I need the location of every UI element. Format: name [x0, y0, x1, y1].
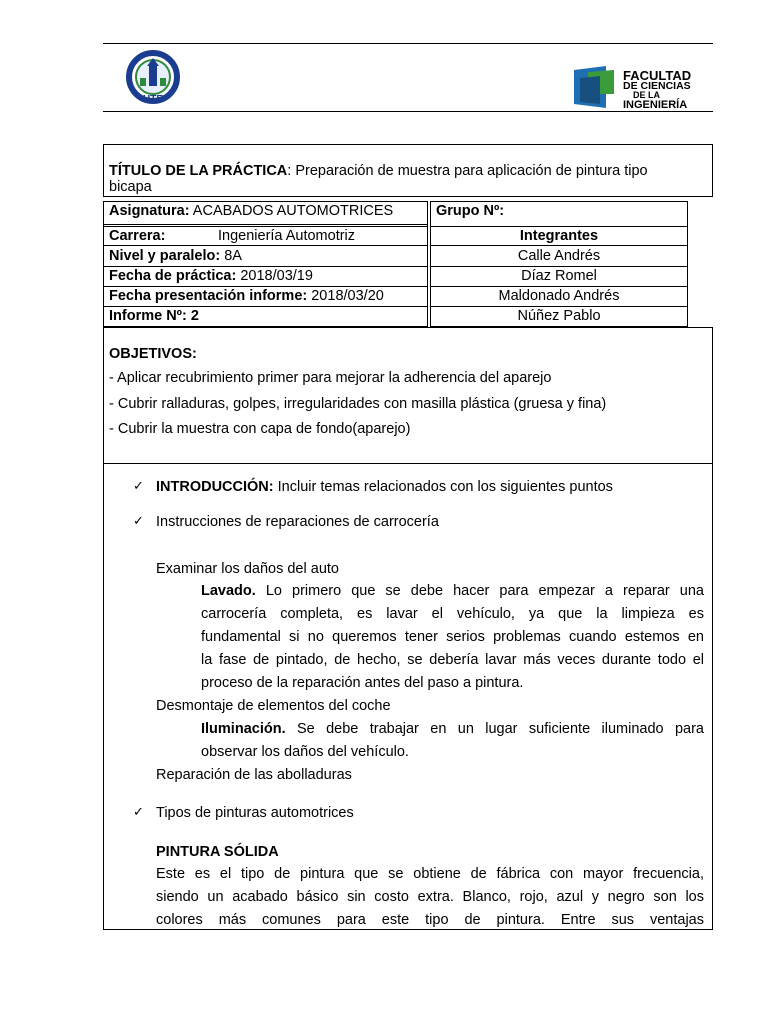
carrera-label: Carrera: [109, 228, 166, 244]
lavado-line-5: proceso de la reparación antes del paso a pintura. [201, 675, 524, 691]
objetivo-1: - Aplicar recubrimiento primer para mejorar la adherencia del aparejo [109, 370, 552, 386]
carrera-value: Ingeniería Automotriz [218, 228, 356, 244]
ute-logo [118, 50, 188, 110]
fecha-practica-row [109, 267, 313, 285]
nivel-value: 8A [220, 248, 242, 264]
pintura-line-3: colores más comunes para este tipo de pintura. Entre sus ventajas [156, 912, 704, 928]
bullet-instrucciones: Instrucciones de reparaciones de carrocería [156, 514, 439, 530]
lavado-line-3: fundamental si no queremos tener serios problemas cuando estemos en [201, 629, 704, 645]
faculty-name-line3: DE LA [633, 90, 660, 100]
member-4: Núñez Pablo [517, 308, 601, 324]
title-line1 [109, 162, 648, 180]
nivel-label: Nivel y paralelo: [109, 248, 221, 264]
faculty-name-line1: FACULTAD [623, 68, 692, 83]
fecha-informe-label: Fecha presentación informe: [109, 288, 308, 304]
check-icon: ✓ [133, 513, 144, 528]
desmontaje-line: Desmontaje de elementos del coche [156, 698, 391, 714]
iluminacion-text-1: Se debe trabajar en un lugar suficiente iluminado para [285, 721, 704, 737]
iluminacion-line-2: observar los daños del vehículo. [201, 744, 409, 760]
check-icon: ✓ [133, 804, 144, 819]
asignatura-row [109, 202, 393, 220]
title-label: TÍTULO DE LA PRÁCTICA [109, 163, 288, 179]
objetivo-3: - Cubrir la muestra con capa de fondo(aparejo) [109, 421, 411, 437]
lavado-line-1 [201, 582, 704, 600]
title-line2: bicapa [109, 179, 152, 195]
asignatura-label: Asignatura: [109, 203, 190, 219]
lavado-line-2: carrocería completa, es lavar el vehículo, ya que la limpieza es [201, 606, 704, 622]
faculty-logo [570, 64, 700, 112]
reparacion-line: Reparación de las abolladuras [156, 767, 352, 783]
ute-logo-text: UTE [143, 94, 163, 105]
faculty-name-line4: INGENIERÍA [623, 99, 688, 111]
informe-label: Informe Nº: 2 [109, 308, 199, 324]
asignatura-value: ACABADOS AUTOMOTRICES [189, 203, 394, 219]
lavado-text-1: Lo primero que se debe hacer para empezar a reparar una [255, 583, 704, 599]
grupo-label: Grupo Nº: [436, 203, 505, 219]
nivel-row [109, 247, 242, 265]
lavado-line-4: la fase de pintado, de hecho, se debería lavar más veces durante todo el [201, 652, 704, 668]
objetivos-heading: OBJETIVOS: [109, 346, 197, 362]
objetivo-2: - Cubrir ralladuras, golpes, irregularidades con masilla plástica (gruesa y fina) [109, 396, 607, 412]
faculty-name-line2: DE CIENCIAS [623, 80, 691, 92]
intro-label: INTRODUCCIÓN: [156, 479, 274, 495]
integrantes-label: Integrantes [519, 228, 599, 244]
title-text-1: : Preparación de muestra para aplicación de pintura tipo [287, 163, 648, 179]
pintura-line-2: siendo un acabado básico sin costo extra. Blanco, rojo, azul y negro son los [156, 889, 704, 905]
member-3: Maldonado Andrés [498, 288, 620, 304]
intro-text: Incluir temas relacionados con los siguientes puntos [273, 479, 613, 495]
intro-line [156, 478, 613, 496]
examinar-line: Examinar los daños del auto [156, 561, 339, 577]
bullet-tipos: Tipos de pinturas automotrices [156, 805, 354, 821]
iluminacion-label: Iluminación. [201, 721, 286, 737]
member-1: Calle Andrés [517, 248, 601, 264]
pintura-line-1: Este es el tipo de pintura que se obtiene de fábrica con mayor frecuencia, [156, 866, 704, 882]
fecha-informe-value: 2018/03/20 [307, 288, 384, 304]
pintura-heading: PINTURA SÓLIDA [156, 844, 279, 860]
lavado-label: Lavado. [201, 583, 256, 599]
fecha-practica-value: 2018/03/19 [236, 268, 313, 284]
iluminacion-line-1 [201, 720, 704, 738]
header-top-line [103, 43, 713, 44]
check-icon: ✓ [133, 478, 144, 493]
fecha-informe-row [109, 287, 384, 305]
fecha-practica-label: Fecha de práctica: [109, 268, 237, 284]
member-2: Díaz Romel [521, 268, 597, 284]
